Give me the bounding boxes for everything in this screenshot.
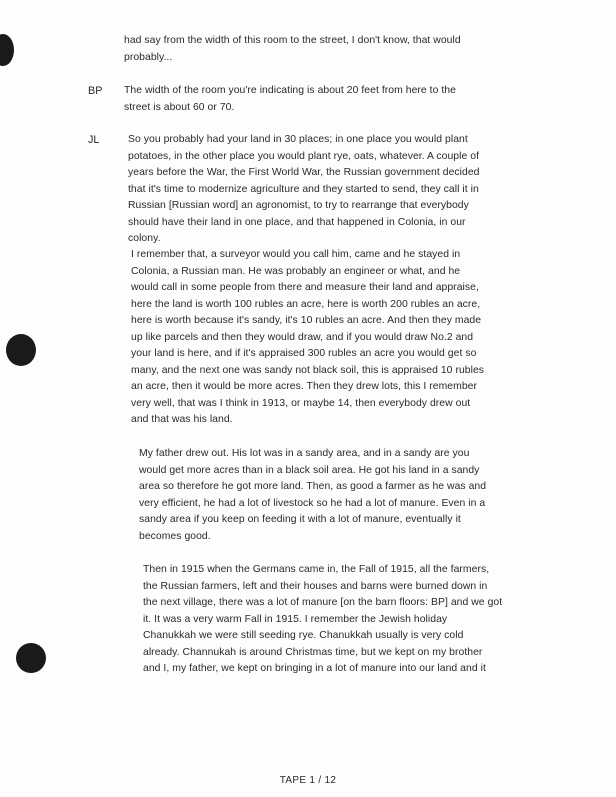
text-line: would get more acres than in a black soil area. He got his land in a sandy — [139, 464, 480, 476]
text-line: very well, that was I think in 1913, or maybe 14, then everybody drew out — [131, 397, 471, 409]
text-line: should have their land in one place, and that happened in Colonia, in our — [128, 216, 466, 228]
text-line: So you probably had your land in 30 places; in one place you would plant — [128, 134, 468, 145]
text-line: street is about 60 or 70. — [124, 101, 235, 113]
jl-paragraph-4 — [143, 562, 502, 678]
text-line: Then in 1915 when the Germans came in, the Fall of 1915, all the farmers, — [143, 564, 490, 575]
bp-text — [124, 83, 456, 116]
text-line: had say from the width of this room to the street, I don't know, that would — [124, 35, 461, 46]
text-line: I remember that, a surveyor would you call him, came and he stayed in — [131, 249, 461, 260]
text-line: it. It was a very warm Fall in 1915. I remember the Jewish holiday — [143, 613, 448, 625]
text-line: probably... — [124, 51, 173, 63]
text-line: Russian [Russian word] an agronomist, to try to rearrange that everybody — [128, 200, 469, 211]
text-line: the next village, there was a lot of manure [on the barn floors: BP] and we got — [143, 597, 503, 608]
text-line: would call in some people from there and measure their land and appraise, — [131, 282, 479, 293]
text-line: up like parcels and then they would draw, and if you would draw No.2 and — [131, 331, 474, 343]
text-line: Chanukkah we were still seeding rye. Chanukkah usually is very cold — [143, 630, 464, 641]
text-line: the Russian farmers, left and their houses and barns were burned down in — [143, 580, 488, 592]
text-line: Colonia, a Russian man. He was probably an engineer or what, and he — [131, 265, 461, 277]
jl-paragraph-3 — [139, 446, 486, 545]
text-line: and that was his land. — [131, 414, 233, 425]
text-line: My father drew out. His lot was in a sandy area, and in a sandy are you — [139, 448, 470, 459]
jl-paragraph-1 — [128, 132, 480, 248]
text-line: years before the War, the First World War, the Russian government decided — [128, 167, 480, 178]
text-line: becomes good. — [139, 530, 211, 542]
speaker-label-bp: BP — [88, 85, 103, 97]
jl-paragraph-2 — [131, 247, 484, 429]
text-line: here the land is worth 100 rubles an acre, here is worth 200 rubles an acre, — [131, 298, 481, 310]
text-line: an acre, then it would be more acres. Then they drew lots, this I remember — [131, 381, 477, 392]
text-line: many, and the next one was sandy not black soil, this is appraised 10 rubles — [131, 364, 485, 376]
text-line: colony. — [128, 233, 161, 244]
text-line: that it's time to modernize agriculture and they started to send, they call it in — [128, 183, 479, 195]
text-line: sandy area if you keep on feeding it with a lot of manure, eventually it — [139, 514, 461, 525]
text-line: very efficient, he had a lot of livestock so he had a lot of manure. Even in a — [139, 497, 486, 509]
text-line: your land is here, and if it's appraised 300 rubles an acre you would get so — [131, 348, 477, 359]
punch-hole — [6, 334, 36, 366]
intro-text — [124, 33, 461, 66]
punch-hole — [0, 34, 14, 66]
text-line: and I, my father, we kept on bringing in a lot of manure into our land and it — [143, 663, 486, 674]
text-line: potatoes, in the other place you would plant rye, oats, whatever. A couple of — [128, 150, 480, 162]
punch-hole — [16, 643, 46, 673]
page-footer: TAPE 1 / 12 — [279, 775, 337, 786]
text-line: area so therefore he got more land. Then, as good a farmer as he was and — [139, 481, 487, 492]
text-line: The width of the room you're indicating is about 20 feet from here to the — [124, 85, 456, 96]
speaker-label-jl: JL — [88, 134, 100, 146]
text-line: already. Channukah is around Christmas time, but we kept on my brother — [143, 646, 483, 658]
text-line: here is worth because it's sandy, it's 10 rubles an acre. And then they made — [131, 315, 482, 326]
